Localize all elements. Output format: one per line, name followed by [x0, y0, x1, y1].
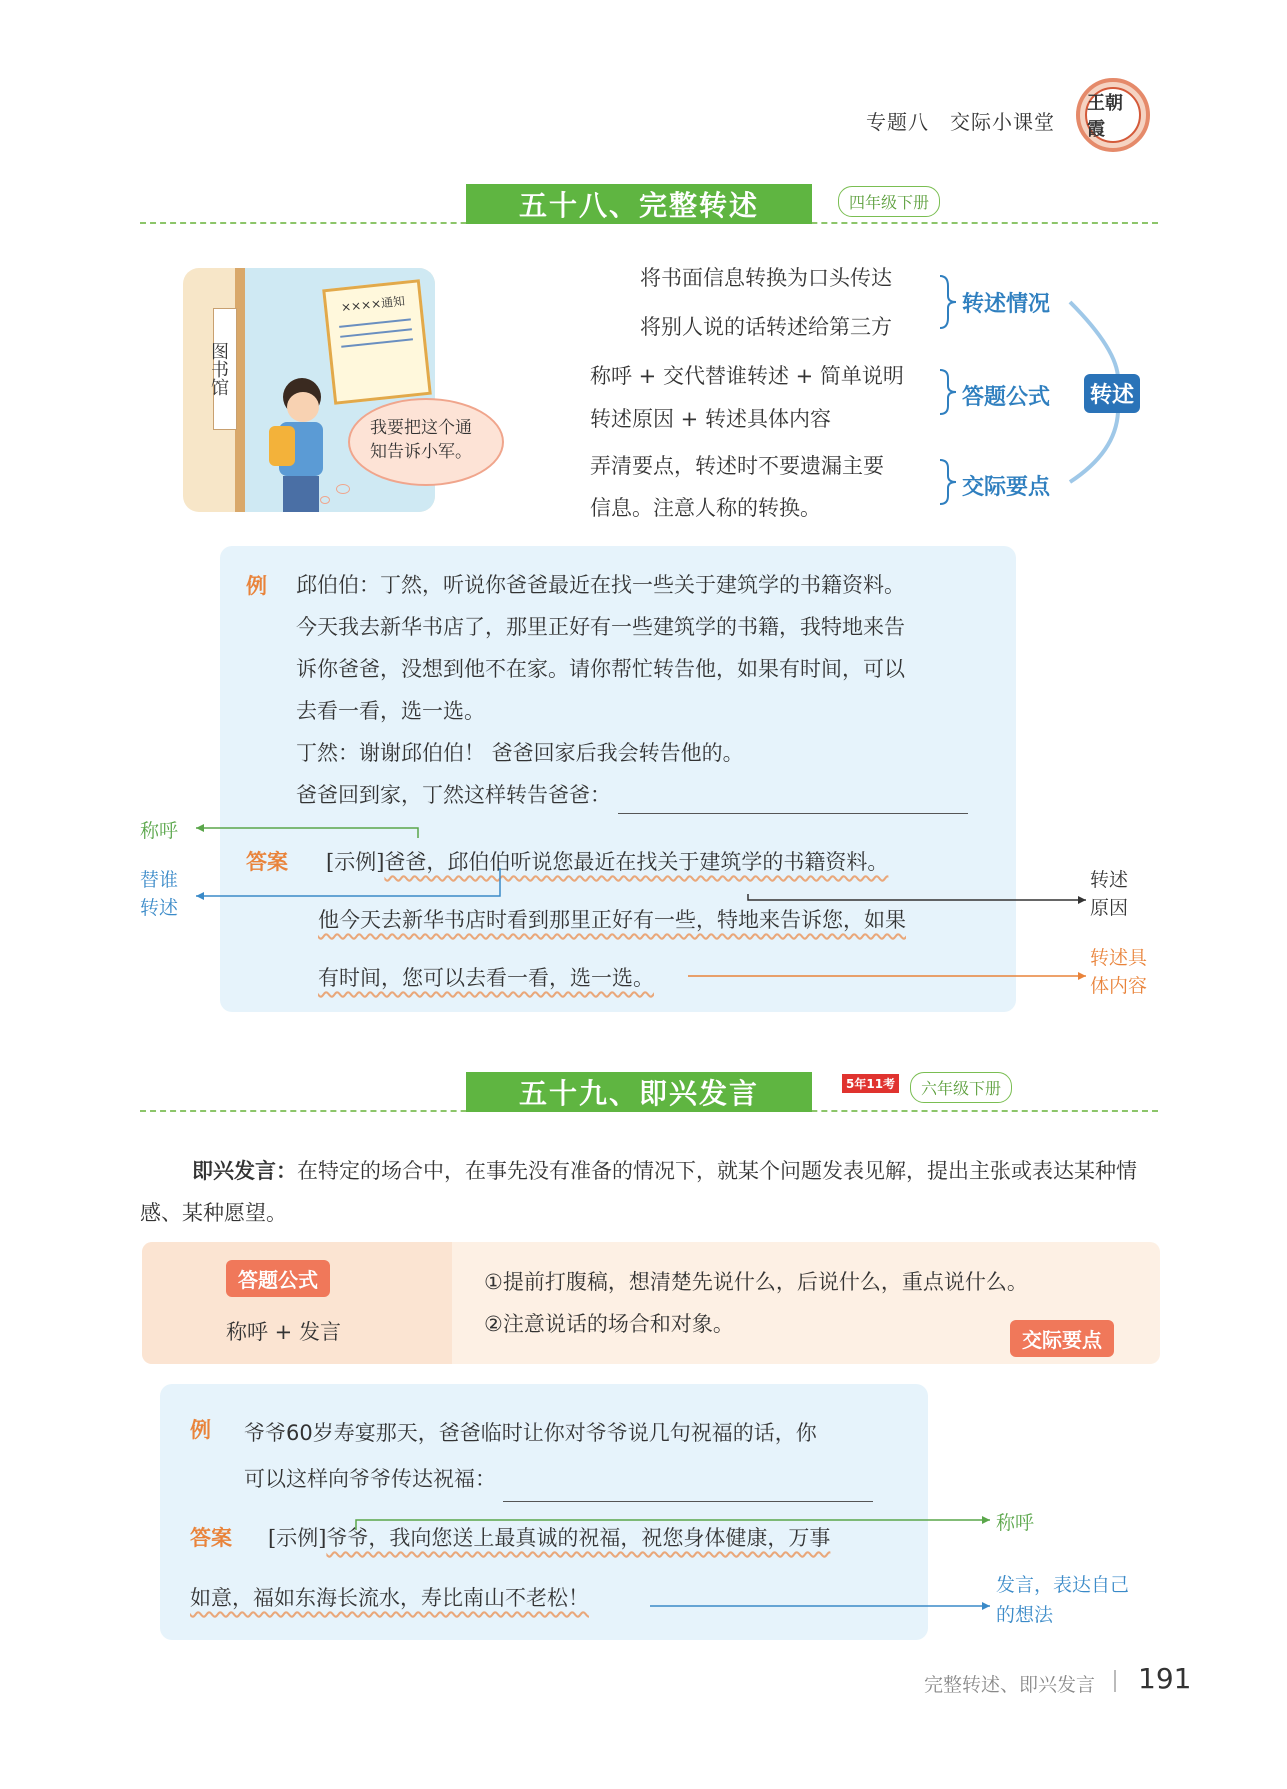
- mindmap-item: 称呼 + 交代替谁转述 + 简单说明: [590, 364, 904, 388]
- answer-line: 有时间，您可以去看一看，选一选。: [318, 966, 654, 990]
- mindmap-item: 转述原因 + 转述具体内容: [590, 407, 831, 431]
- formula-label: 答题公式: [226, 1260, 330, 1297]
- page-number: 191: [1138, 1662, 1192, 1695]
- annotation-arrows: [350, 1500, 1010, 1620]
- notice-board: [322, 279, 432, 405]
- example-line-prompt: [244, 1456, 924, 1502]
- point-item: ①提前打腹稿，想清楚先说什么，后说什么，重点说什么。: [484, 1270, 1028, 1294]
- point-item: ②注意说话的场合和对象。: [484, 1312, 734, 1336]
- mindmap-root: 转述: [1084, 374, 1140, 413]
- example-text: [296, 566, 1006, 814]
- note-for-whom: 替谁转述: [140, 869, 179, 919]
- example-line: 爷爷60岁寿宴那天，爸爸临时让你对爷爷说几句祝福的话，你: [244, 1421, 817, 1445]
- library-sign: 图书馆: [213, 308, 237, 430]
- answer-line: 他今天去新华书店时看到那里正好有一些，特地来告诉您，如果: [318, 908, 906, 932]
- notice-title: ××××通知: [340, 293, 406, 315]
- note-content: 转述具体内容: [1090, 947, 1148, 997]
- footer-title: 完整转述、即兴发言: [924, 1674, 1096, 1696]
- answer-prefix: [示例]: [268, 1526, 327, 1550]
- exam-frequency-badge: 5年11考: [842, 1074, 899, 1093]
- definition-term: 即兴发言：: [192, 1159, 297, 1183]
- answer-label: 答案: [246, 850, 288, 874]
- annotation-arrows: [196, 800, 1196, 1000]
- answer-text: 爷爷，我向您送上最真诚的祝福，祝您身体健康，万事: [326, 1526, 831, 1550]
- answer-line: 如意，福如东海长流水，寿比南山不老松！: [190, 1586, 589, 1610]
- section-58-title: 五十八、完整转述: [466, 184, 812, 224]
- example-label: 例: [190, 1418, 211, 1442]
- answer-prefix: [示例]: [326, 850, 385, 874]
- example-line: 今天我去新华书店了，那里正好有一些建筑学的书籍，我特地来告: [296, 615, 905, 639]
- backpack: [269, 426, 295, 466]
- definition-text: 在特定的场合中，在事先没有准备的情况下，就某个问题发表见解，提出主张或表达某种情感、某种愿望。: [140, 1159, 1137, 1225]
- grade-tag: 四年级下册: [838, 186, 940, 217]
- example-text: [244, 1410, 924, 1502]
- example-label: 例: [246, 574, 267, 598]
- section-59-title: 五十九、即兴发言: [466, 1072, 812, 1112]
- grade-tag: 六年级下册: [910, 1072, 1012, 1103]
- mindmap-branch-points: 交际要点: [962, 475, 1051, 500]
- mindmap-branch-formula: 答题公式: [962, 385, 1051, 410]
- speech-bubble: [348, 398, 504, 486]
- example-line: 去看一看，选一选。: [296, 699, 485, 723]
- points-label: 交际要点: [1010, 1320, 1114, 1357]
- note-speech: 发言，表达自己的想法: [996, 1574, 1130, 1626]
- bubble-text: 我要把这个通知告诉小军。: [370, 418, 472, 462]
- seal-text: 王朝霞: [1085, 87, 1141, 143]
- answer-text: 爸爸，邱伯伯听说您最近在找关于建筑学的书籍资料。: [384, 850, 889, 874]
- mindmap-branch-situation: 转述情况: [962, 292, 1051, 317]
- example-line: 邱伯伯：丁然，听说你爸爸最近在找一些关于建筑学的书籍资料。: [296, 573, 905, 597]
- example-line: 诉你爸爸，没想到他不在家。请你帮忙转告他，如果有时间，可以: [296, 657, 905, 681]
- formula-text: 称呼 + 发言: [226, 1320, 341, 1344]
- mindmap-item: 信息。注意人称的转换。: [590, 496, 821, 520]
- blank-line: [503, 1479, 873, 1502]
- footer-divider: [1114, 1670, 1116, 1692]
- example-line: 丁然：谢谢邱伯伯！ 爸爸回家后我会转告他的。: [296, 741, 744, 765]
- note-call: 称呼: [140, 820, 179, 842]
- mindmap-item: 弄清要点，转述时不要遗漏主要: [590, 454, 884, 478]
- note-call: 称呼: [996, 1512, 1035, 1534]
- definition: [140, 1150, 1160, 1234]
- running-header: 专题八 交际小课堂: [866, 110, 1055, 134]
- prompt-text: 可以这样向爷爷传达祝福：: [244, 1467, 496, 1491]
- answer-label: 答案: [190, 1526, 232, 1550]
- brand-seal-logo: [1076, 78, 1150, 152]
- prompt-text: 爸爸回到家，丁然这样转告爸爸：: [296, 783, 611, 807]
- mindmap-item: 将书面信息转换为口头传达: [640, 266, 892, 290]
- mindmap-item: 将别人说的话转述给第三方: [640, 315, 892, 339]
- note-reason: 转述原因: [1090, 869, 1129, 919]
